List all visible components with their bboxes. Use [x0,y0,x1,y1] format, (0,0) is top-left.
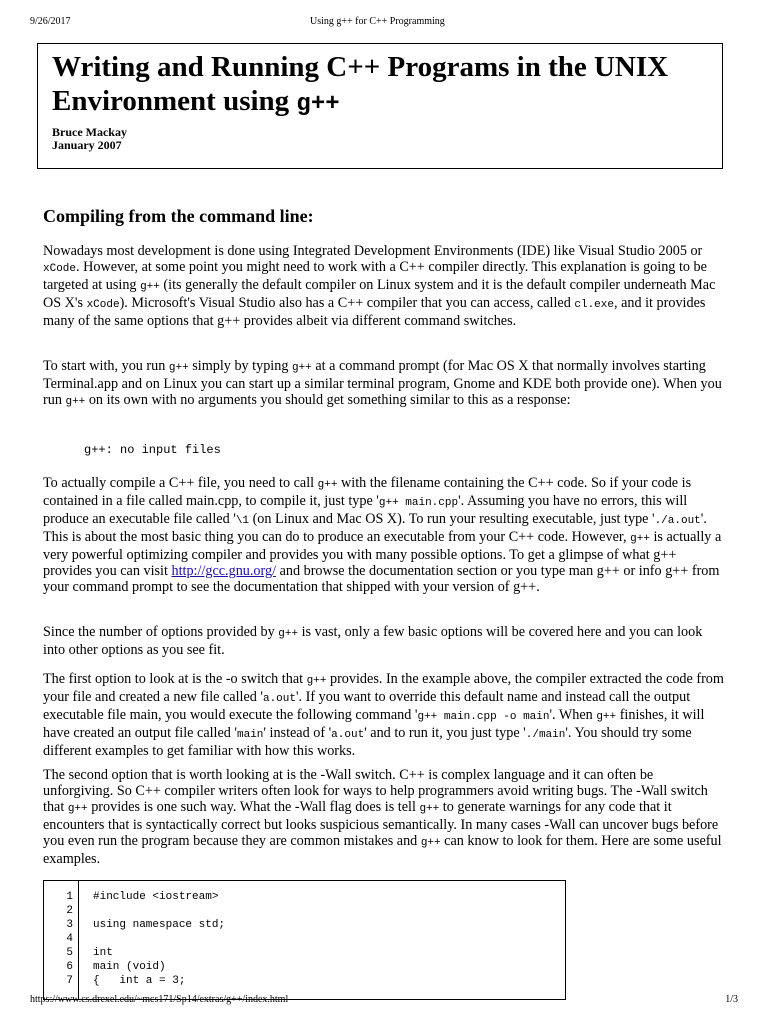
line-number-gutter [44,881,79,999]
line-number: 3 [66,919,73,931]
paragraph-compile: To actually compile a C++ file, you need to call g++ with the filename containing the C++ code. So if your code is contained in a file called main.cpp, to compile it, just type 'g++ main.cpp'. Assuming you have no errors, this will produce an executable file called '\1 (on Linux and Mac OS X). To run your resulting executable, just type './a.out'. This is about the most basic thing you can do to produce an executable from your C++ code. However, g++ is actually a very powerful optimizing compiler and provides you with many possible options. To get a glimpse of what g++ provides you can visit http://gcc.gnu.org/ and browse the documentation section or you type man g++ or info g++ from your command prompt to see the documentation that shipped with your version of g++. [43,475,722,595]
code-line: { int a = 3; [93,975,186,987]
paragraph-options: Since the number of options provided by g++ is vast, only a few basic options will be covered here and you can look into other options as you see fit. [43,624,703,658]
line-number: 4 [66,933,73,945]
paragraph-o-switch: The first option to look at is the -o switch that g++ provides. In the example above, the compiler extracted the code from your file and created a new file called 'a.out'. If you want to override this default name and instead call the output executable file main, you would execute the following command 'g++ main.cpp -o main'. When g++ finishes, it will have created an output file called 'main' instead of 'a.out' and to run it, you just type './main'. You should try some different examples to get familiar with how this works. [43,671,724,759]
line-number: 1 [66,891,73,903]
footer-url: https://www.cs.drexel.edu/~mcs171/Sp14/extras/g++/index.html [30,994,289,1005]
line-number: 7 [66,975,73,987]
print-date: 9/26/2017 [30,16,71,27]
code-line: int [93,947,113,959]
line-number: 2 [66,905,73,917]
paragraph-start: To start with, you run g++ simply by typing g++ at a command prompt (for Mac OS X that normally involves starting Terminal.app and on Linux you can start up a similar terminal program, Gnome and KDE both provide one). When you run g++ on its own with no arguments you should get something similar to this as a response: [43,358,722,408]
code-line: #include <iostream> [93,891,219,903]
publish-date: January 2007 [52,138,122,152]
gcc-link[interactable]: http://gcc.gnu.org/ [171,563,277,579]
paragraph-intro: Nowadays most development is done using Integrated Development Environments (IDE) like Visual Studio 2005 or xCode. However, at some point you might need to work with a C++ compiler directly. This explanation is going to be targeted at using g++ (its generally the default compiler on Linux system and it is the default compiler underneath Mac OS X's xCode). Microsoft's Visual Studio also has a C++ compiler that you can access, called cl.exe, and it provides many of the same options that g++ provides albeit via different command switches. [43,243,716,329]
author: Bruce Mackay [52,125,127,139]
code-line: main (void) [93,961,166,973]
page-number: 1/3 [725,994,738,1005]
page-title: Writing and Running C++ Programs in the UNIX Environment using g++ [52,51,669,118]
response-output: g++: no input files [84,443,221,457]
title-box [37,43,723,169]
paragraph-wall: The second option that is worth looking at is the -Wall switch. C++ is complex language and it can often be unforgiving. So C++ compiler writers often look for ways to help programmers avoid writing bugs. The -Wall switch that g++ provides is one such way. What the -Wall flag does is tell g++ to generate warnings for any code that it encounters that is syntactically correct but looks suspicious semantically. In many cases -Wall can uncover bugs before you even run the program because they are common mistakes and g++ can know to look for them. Here are some useful examples. [43,767,722,867]
code-line: using namespace std; [93,919,226,931]
line-number: 6 [66,961,73,973]
section-heading: Compiling from the command line: [43,206,314,226]
code-listing [43,880,566,1000]
print-title: Using g++ for C++ Programming [310,16,445,27]
line-number: 5 [66,947,73,959]
